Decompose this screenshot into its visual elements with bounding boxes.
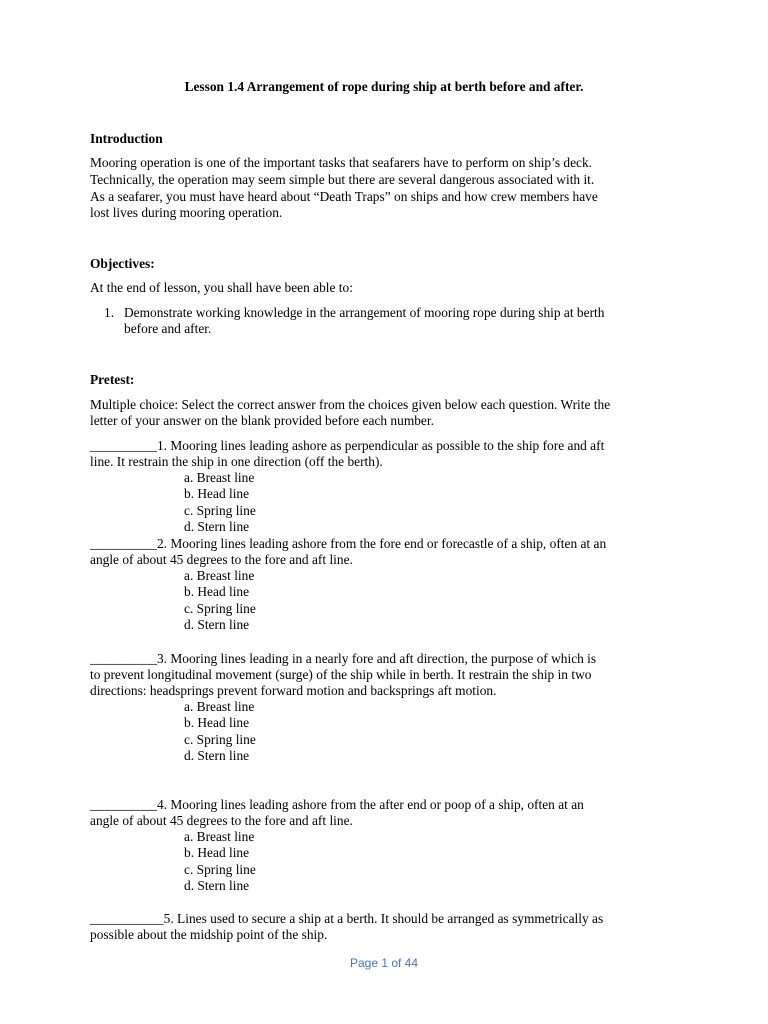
choice-option: b. Head line [184, 845, 250, 860]
question-text: directions: headsprings prevent forward motion and backsprings aft motion. [90, 683, 497, 698]
choice-option: d. Stern line [184, 748, 250, 763]
question-text: __________1. Mooring lines leading ashore as perpendicular as possible to the ship fore and aft [90, 438, 605, 453]
choice-option: a. Breast line [184, 470, 255, 485]
choice-option: a. Breast line [184, 568, 255, 583]
introduction-line: Technically, the operation may seem simple but there are several dangerous associated with it. [90, 172, 595, 187]
objectives-lead: At the end of lesson, you shall have been able to: [90, 280, 353, 295]
objective-number: 1. [104, 305, 115, 320]
choice-option: c. Spring line [184, 732, 256, 747]
introduction-line: As a seafarer, you must have heard about “Death Traps” on ships and how crew members have [90, 189, 598, 204]
question-text: line. It restrain the ship in one direction (off the berth). [90, 454, 383, 469]
choice-option: d. Stern line [184, 519, 250, 534]
choice-option: d. Stern line [184, 878, 250, 893]
choice-option: b. Head line [184, 486, 250, 501]
pretest-instructions-line: Multiple choice: Select the correct answer from the choices given below each question. Write the [90, 397, 611, 412]
choice-option: c. Spring line [184, 601, 256, 616]
question-text: ___________5. Lines used to secure a ship at a berth. It should be arranged as symmetrically as [90, 911, 604, 926]
objective-line: before and after. [124, 321, 212, 336]
introduction-line: lost lives during mooring operation. [90, 205, 283, 220]
question-text: __________4. Mooring lines leading ashore from the after end or poop of a ship, often at an [90, 797, 584, 812]
pretest-instructions-line: letter of your answer on the blank provided before each number. [90, 413, 434, 428]
question-text: angle of about 45 degrees to the fore and aft line. [90, 552, 353, 567]
choice-option: a. Breast line [184, 699, 255, 714]
introduction-heading: Introduction [90, 131, 163, 146]
choice-option: a. Breast line [184, 829, 255, 844]
question-text: possible about the midship point of the ship. [90, 927, 328, 942]
question-text: to prevent longitudinal movement (surge) of the ship while in berth. It restrain the ship in two [90, 667, 592, 682]
objectives-heading: Objectives: [90, 256, 155, 271]
question-text: __________3. Mooring lines leading in a nearly fore and aft direction, the purpose of which is [90, 651, 597, 666]
lesson-title: Lesson 1.4 Arrangement of rope during ship at berth before and after. [184, 79, 584, 94]
choice-option: c. Spring line [184, 503, 256, 518]
objective-line: Demonstrate working knowledge in the arrangement of mooring rope during ship at berth [124, 305, 605, 320]
page-number-footer: Page 1 of 44 [349, 956, 419, 970]
choice-option: b. Head line [184, 715, 250, 730]
introduction-line: Mooring operation is one of the important tasks that seafarers have to perform on ship’s deck. [90, 155, 593, 170]
question-text: angle of about 45 degrees to the fore and aft line. [90, 813, 353, 828]
choice-option: c. Spring line [184, 862, 256, 877]
pretest-heading: Pretest: [90, 372, 135, 387]
question-text: __________2. Mooring lines leading ashore from the fore end or forecastle of a ship, often at an [90, 536, 607, 551]
choice-option: d. Stern line [184, 617, 250, 632]
choice-option: b. Head line [184, 584, 250, 599]
